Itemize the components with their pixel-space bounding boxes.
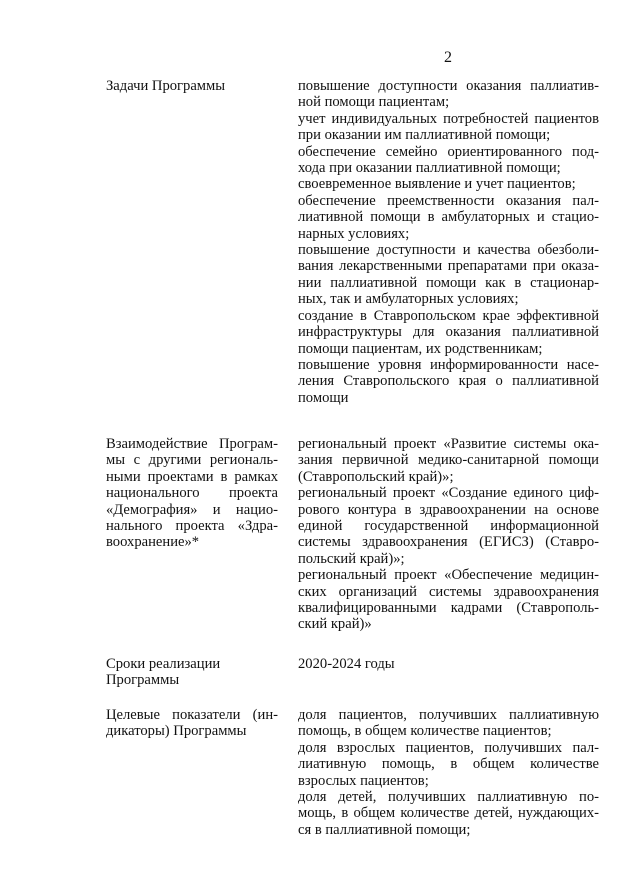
content-line: региональный проект «Развитие системы ока- (298, 436, 599, 452)
content-line: помощь, в общем количестве пациентов; (298, 723, 552, 740)
content-line: взрослых пациентов; (298, 772, 429, 789)
content-line: повышение доступности оказания паллиатив- (298, 78, 599, 94)
content-line: системы здравоохранения (ЕГИСЗ) (Ставро- (298, 534, 599, 551)
section-tasks-label (106, 78, 278, 94)
content-line: доля детей, получивших паллиативную по- (298, 789, 599, 806)
content-line: обеспечение семейно ориентированного под- (298, 143, 599, 160)
section-interaction-content (298, 436, 599, 633)
label-line: мы с другими региональ- (106, 452, 278, 469)
content-line: (Ставропольский край)»; (298, 468, 454, 485)
content-line: нарных условиях; (298, 225, 410, 242)
content-line: ления Ставропольского края о паллиативной (298, 373, 599, 390)
label-line: Программы (106, 672, 180, 689)
content-line: инфраструктуры для оказания паллиативной (298, 324, 599, 341)
content-line: единой государственной информационной (298, 518, 599, 535)
content-line: ной помощи пациентам; (298, 94, 450, 111)
content-line: повышение доступности и качества обезболи- (298, 242, 599, 259)
content-line: лиативную помощь, в общем количестве (298, 756, 599, 773)
content-line: ных, так и амбулаторных условиях; (298, 291, 519, 308)
section-indicators-label (106, 707, 278, 740)
section-indicators-content (298, 707, 599, 838)
label-line: Взаимодействие Програм- (106, 436, 278, 452)
section-timeline-label (106, 656, 278, 689)
content-line: лиативной помощи в амбулаторных и стацио- (298, 209, 599, 226)
content-line: нии паллиативной помощи как в стационар- (298, 274, 599, 291)
content-line: хода при оказании паллиативной помощи; (298, 160, 561, 177)
content-line: рового контура в здравоохранении на основе (298, 501, 599, 518)
content-line: ских организаций системы здравоохранения (298, 583, 599, 600)
label-line: Задачи Программы (106, 78, 226, 94)
content-line: своевременное выявление и учет пациентов; (298, 176, 576, 193)
content-line: ский край)» (298, 616, 372, 633)
content-line: зания первичной медико-санитарной помощи (298, 452, 599, 469)
label-line: дикаторы) Программы (106, 723, 247, 740)
section-tasks-content (298, 78, 599, 406)
section-timeline-content (298, 656, 599, 672)
content-line: при оказании им паллиативной помощи; (298, 127, 551, 144)
label-line: «Демография» и нацио- (106, 501, 278, 518)
label-line: Сроки реализации (106, 656, 221, 672)
label-line: национального проекта (106, 485, 278, 502)
page-number: 2 (444, 49, 452, 66)
label-line: нального проекта «Здра- (106, 518, 278, 535)
content-line: мощь, в общем количестве детей, нуждающих- (298, 805, 599, 822)
content-line: ся в паллиативной помощи; (298, 821, 471, 838)
content-line: создание в Ставропольском крае эффективной (298, 307, 599, 324)
label-line: Целевые показатели (ин- (106, 707, 278, 723)
content-line: польский край)»; (298, 550, 405, 567)
content-line: региональный проект «Обеспечение медицин- (298, 567, 599, 584)
content-line: доля взрослых пациентов, получивших пал- (298, 739, 599, 756)
label-line: ными проектами в рамках (106, 468, 278, 485)
content-line: доля пациентов, получивших паллиативную (298, 707, 599, 723)
content-line: вания лекарственными препаратами при оказа- (298, 258, 599, 275)
content-line: 2020-2024 годы (298, 656, 395, 672)
content-line: учет индивидуальных потребностей пациентов (298, 110, 599, 127)
content-line: квалифицированными кадрами (Ставрополь- (298, 600, 599, 617)
label-line: воохранение»* (106, 534, 200, 551)
content-line: обеспечение преемственности оказания пал- (298, 192, 599, 209)
content-line: помощи (298, 389, 349, 406)
content-line: повышение уровня информированности насе- (298, 356, 599, 373)
section-interaction-label (106, 436, 278, 551)
content-line: региональный проект «Создание единого циф- (298, 485, 599, 502)
content-line: помощи пациентам, их родственникам; (298, 340, 543, 357)
